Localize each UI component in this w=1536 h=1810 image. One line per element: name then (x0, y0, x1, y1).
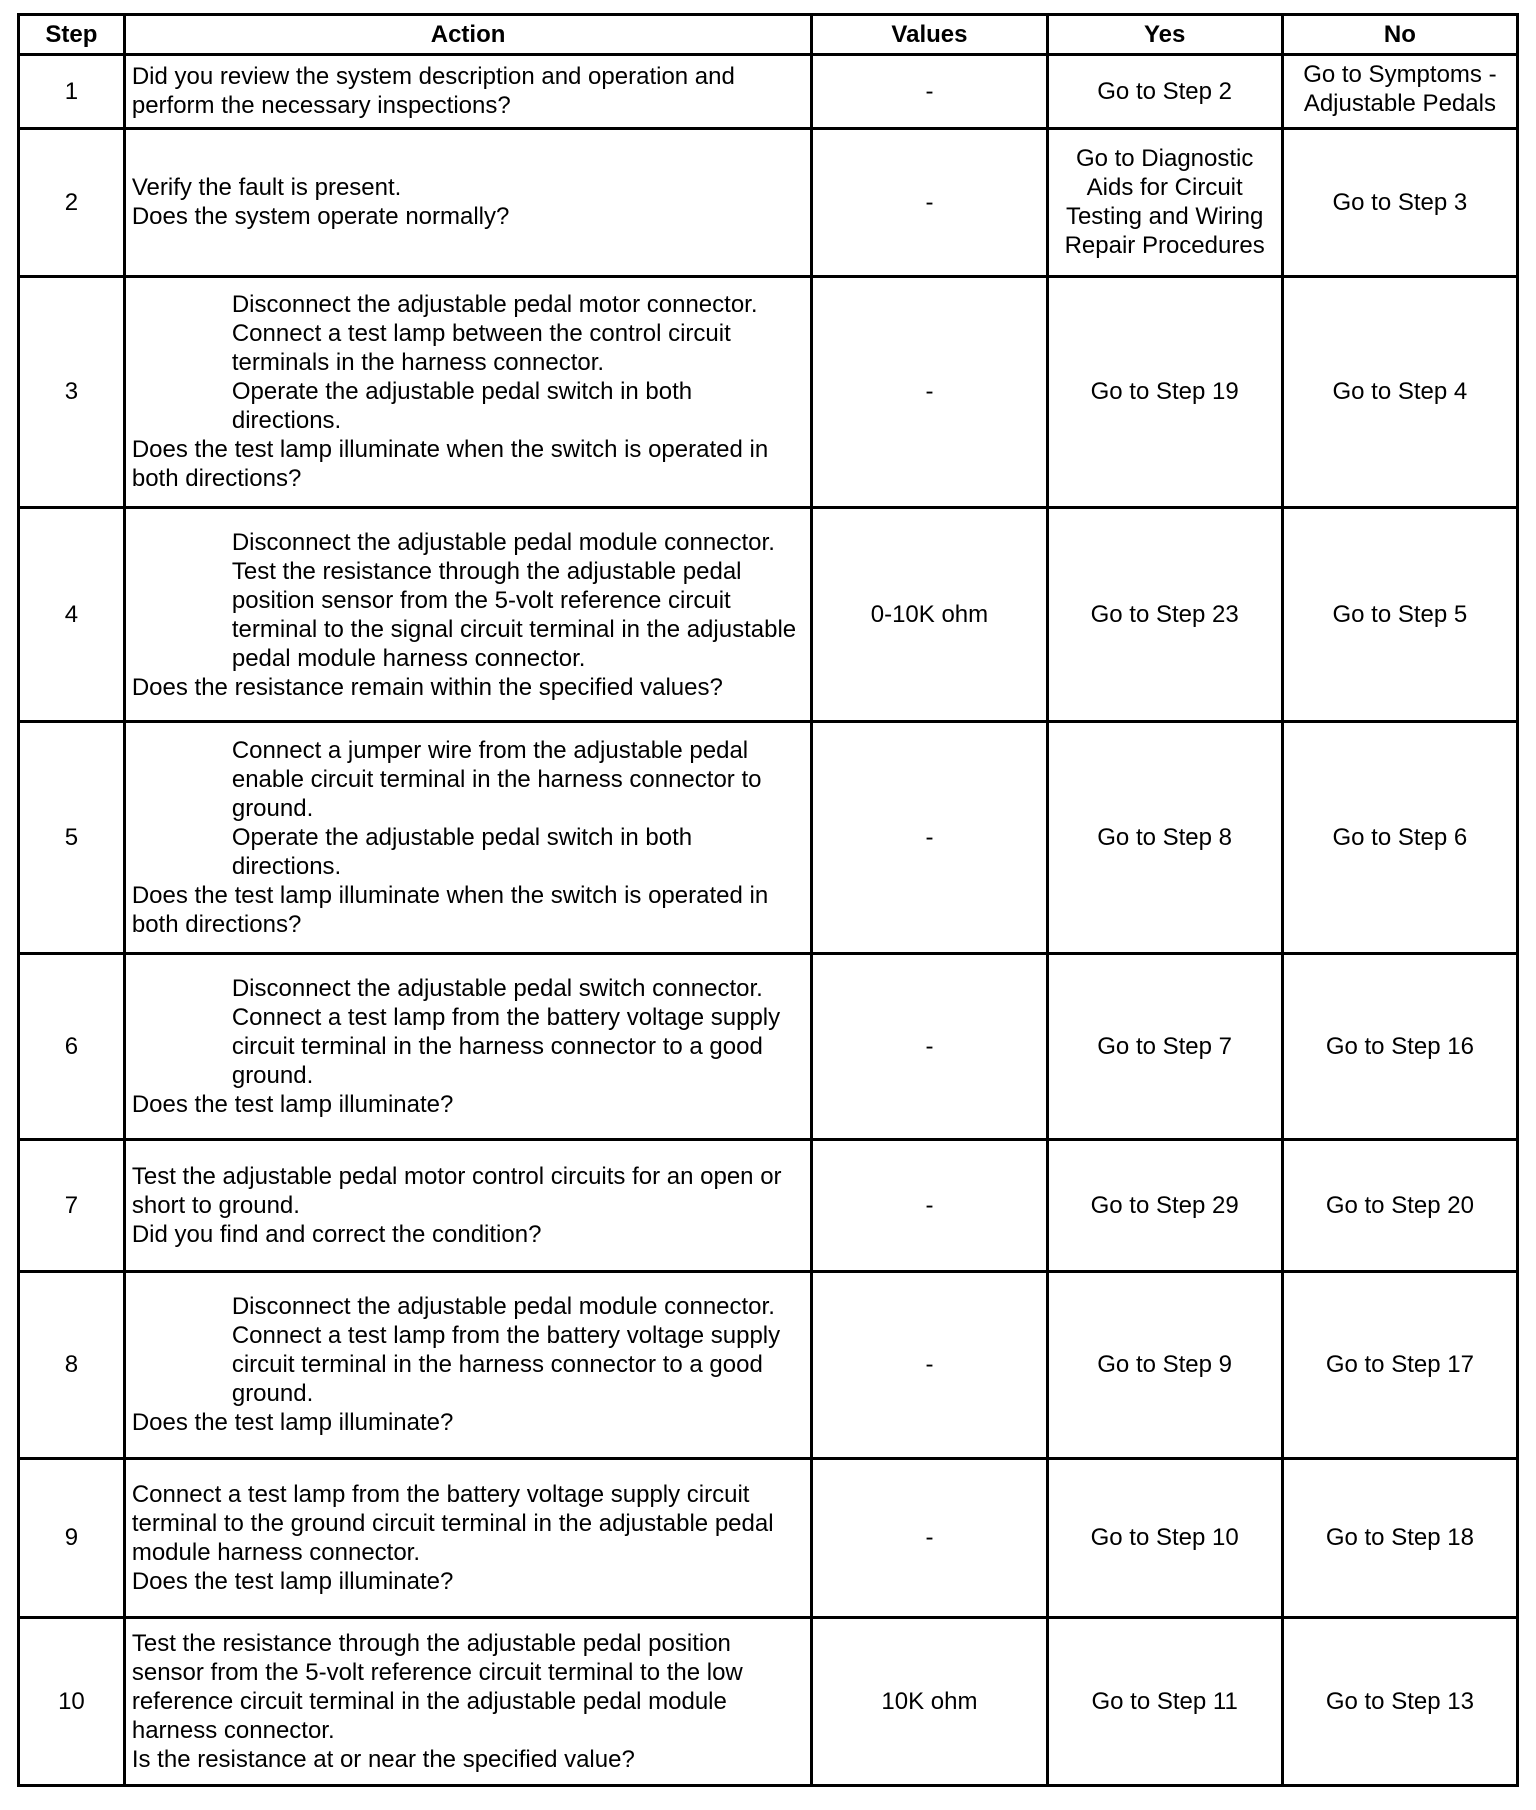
action-question: Does the test lamp illuminate when the switch is operated in both directions? (131, 436, 769, 493)
action-cell (124, 276, 811, 508)
header-action: Action (124, 15, 811, 55)
action-cell (124, 128, 811, 276)
no-cell: Go to Symptoms - Adjustable Pedals (1282, 55, 1517, 129)
no-cell: Go to Step 4 (1282, 276, 1517, 508)
action-bullet: Connect a test lamp from the battery voltage supply circuit terminal in the harness connector to a good ground. (231, 1322, 781, 1408)
values-cell: - (812, 953, 1047, 1139)
action-cell (124, 953, 811, 1139)
action-text: Connect a test lamp from the battery voltage supply circuit terminal to the ground circuit terminal in the adjustable pedal module harness connector. (131, 1480, 774, 1566)
step-number: 8 (19, 1272, 125, 1458)
action-question: Is the resistance at or near the specified value? (131, 1746, 635, 1774)
action-bullet: Connect a test lamp between the control circuit terminals in the harness connector. (231, 320, 731, 377)
yes-cell: Go to Step 23 (1047, 508, 1282, 722)
step-number: 4 (19, 508, 125, 722)
no-cell: Go to Step 20 (1282, 1139, 1517, 1271)
yes-cell: Go to Step 9 (1047, 1272, 1282, 1458)
table-row (19, 1458, 1518, 1618)
action-question: Does the test lamp illuminate when the switch is operated in both directions? (131, 881, 769, 938)
step-number: 7 (19, 1139, 125, 1271)
action-cell (124, 722, 811, 954)
action-question: Does the system operate normally? (131, 203, 510, 231)
step-number: 5 (19, 722, 125, 954)
step-number: 9 (19, 1458, 125, 1618)
table-row (19, 722, 1518, 954)
values-cell: - (812, 128, 1047, 276)
step-number: 1 (19, 55, 125, 129)
no-cell: Go to Step 3 (1282, 128, 1517, 276)
action-bullet: Operate the adjustable pedal switch in both directions. (231, 378, 693, 435)
header-no: No (1282, 15, 1517, 55)
step-number: 6 (19, 953, 125, 1139)
values-cell: - (812, 276, 1047, 508)
table-row (19, 953, 1518, 1139)
yes-cell: Go to Step 19 (1047, 276, 1282, 508)
no-cell: Go to Step 16 (1282, 953, 1517, 1139)
action-cell (124, 1272, 811, 1458)
table-row (19, 1139, 1518, 1271)
action-bullet: Disconnect the adjustable pedal module connector. (231, 528, 775, 556)
action-question: Does the test lamp illuminate? (131, 1567, 454, 1595)
yes-cell: Go to Diagnostic Aids for Circuit Testing and Wiring Repair Procedures (1047, 128, 1282, 276)
table-row (19, 128, 1518, 276)
action-cell (124, 55, 811, 129)
step-number: 2 (19, 128, 125, 276)
action-cell (124, 508, 811, 722)
diagnostic-table (17, 13, 1519, 1787)
values-cell: - (812, 1272, 1047, 1458)
no-cell: Go to Step 13 (1282, 1618, 1517, 1786)
header-step: Step (19, 15, 125, 55)
step-number: 10 (19, 1618, 125, 1786)
action-bullet: Connect a test lamp from the battery voltage supply circuit terminal in the harness connector to a good ground. (231, 1003, 781, 1089)
action-bullet: Disconnect the adjustable pedal motor connector. (231, 291, 758, 319)
values-cell: - (812, 55, 1047, 129)
table-row (19, 1618, 1518, 1786)
values-cell: 10K ohm (812, 1618, 1047, 1786)
values-cell: - (812, 1458, 1047, 1618)
table-row (19, 276, 1518, 508)
yes-cell: Go to Step 29 (1047, 1139, 1282, 1271)
action-bullet: Operate the adjustable pedal switch in both directions. (231, 823, 693, 880)
header-yes: Yes (1047, 15, 1282, 55)
no-cell: Go to Step 17 (1282, 1272, 1517, 1458)
action-text: Test the resistance through the adjustable pedal position sensor from the 5-volt reference circuit terminal to the low reference circuit terminal in the adjustable pedal module harness connector. (131, 1630, 743, 1745)
action-bullet: Test the resistance through the adjustable pedal position sensor from the 5-volt reference circuit terminal to the signal circuit terminal in the adjustable pedal module harness connector. (231, 557, 797, 672)
action-question: Does the test lamp illuminate? (131, 1090, 454, 1118)
table-row (19, 1272, 1518, 1458)
action-cell (124, 1139, 811, 1271)
action-cell (124, 1618, 811, 1786)
no-cell: Go to Step 18 (1282, 1458, 1517, 1618)
no-cell: Go to Step 5 (1282, 508, 1517, 722)
step-number: 3 (19, 276, 125, 508)
yes-cell: Go to Step 7 (1047, 953, 1282, 1139)
action-question: Does the resistance remain within the specified values? (131, 673, 723, 701)
values-cell: - (812, 722, 1047, 954)
values-cell: 0-10K ohm (812, 508, 1047, 722)
action-bullet: Connect a jumper wire from the adjustable pedal enable circuit terminal in the harness connector to ground. (231, 736, 762, 822)
values-cell: - (812, 1139, 1047, 1271)
yes-cell: Go to Step 2 (1047, 55, 1282, 129)
yes-cell: Go to Step 11 (1047, 1618, 1282, 1786)
action-text: Verify the fault is present. (131, 174, 402, 202)
action-question: Does the test lamp illuminate? (131, 1409, 454, 1437)
action-text: Did you review the system description and operation and perform the necessary inspections? (131, 63, 735, 120)
table-row (19, 55, 1518, 129)
yes-cell: Go to Step 10 (1047, 1458, 1282, 1618)
header-values: Values (812, 15, 1047, 55)
action-question: Did you find and correct the condition? (131, 1221, 542, 1249)
yes-cell: Go to Step 8 (1047, 722, 1282, 954)
table-row (19, 508, 1518, 722)
action-text: Test the adjustable pedal motor control circuits for an open or short to ground. (131, 1163, 782, 1220)
action-bullet: Disconnect the adjustable pedal switch connector. (231, 974, 763, 1002)
action-cell (124, 1458, 811, 1618)
header-row (19, 15, 1518, 55)
action-bullet: Disconnect the adjustable pedal module connector. (231, 1293, 775, 1321)
no-cell: Go to Step 6 (1282, 722, 1517, 954)
